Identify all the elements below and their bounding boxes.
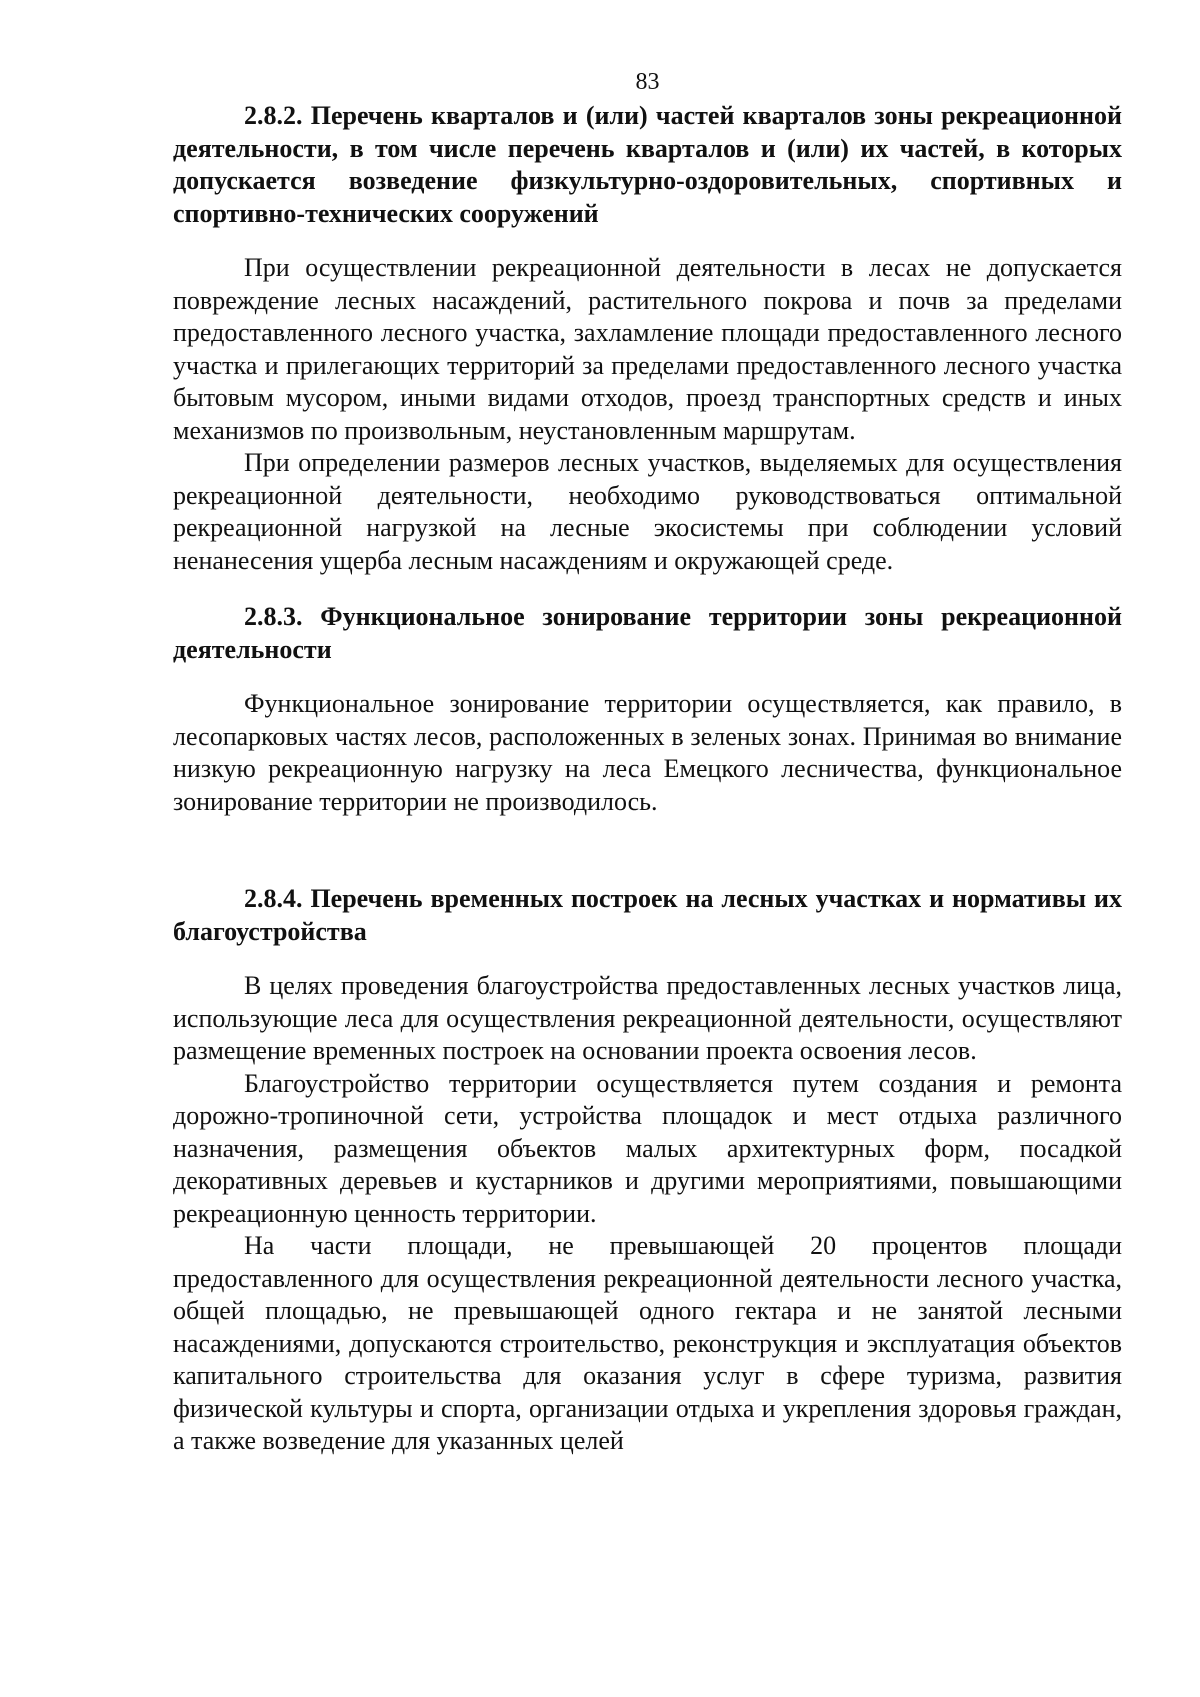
paragraph: Благоустройство территории осуществляется путем создания и ремонта дорожно-тропиночной сети, устройства площадок и мест отдыха различного назначения, размещения объектов малых архитектурных форм, посадкой декоративных деревьев и кустарников и другими мероприятиями, повышающими рекреационную ценность территории. [173, 1068, 1122, 1228]
section-heading-2-8-4: 2.8.4. Перечень временных построек на лесных участках и нормативы их благоустройства [173, 884, 1122, 946]
document-page [173, 68, 1122, 1458]
section-heading-2-8-3: 2.8.3. Функциональное зонирование территории зоны рекреационной деятельности [173, 602, 1122, 664]
section-heading-2-8-2: 2.8.2. Перечень кварталов и (или) частей кварталов зоны рекреационной деятельности, в том числе перечень кварталов и (или) их частей, в которых допускается возведение физкультурно-оздоровительных, спортивных и спортивно-технических сооружений [173, 101, 1122, 228]
page-number: 83 [635, 69, 660, 95]
paragraph: Функциональное зонирование территории осуществляется, как правило, в лесопарковых частях лесов, расположенных в зеленых зонах. Принимая во внимание низкую рекреационную нагрузку на леса Емецкого лесничества, функциональное зонирование территории не производилось. [173, 689, 1122, 816]
paragraph: В целях проведения благоустройства предоставленных лесных участков лица, использующие леса для осуществления рекреационной деятельности, осуществляют размещение временных построек на основании проекта освоения лесов. [173, 971, 1122, 1065]
paragraph: При осуществлении рекреационной деятельности в лесах не допускается повреждение лесных насаждений, растительного покрова и почв за пределами предоставленного лесного участка, захламление площади предоставленного лесного участка и прилегающих территорий за пределами предоставленного лесного участка бытовым мусором, иными видами отходов, проезд транспортных средств и иных механизмов по произвольным, неустановленным маршрутам. [173, 253, 1122, 445]
paragraph: На части площади, не превышающей 20 процентов площади предоставленного для осуществления рекреационной деятельности лесного участка, общей площадью, не превышающей одного гектара и не занятой лесными насаждениями, допускаются строительство, реконструкция и эксплуатация объектов капитального строительства для оказания услуг в сфере туризма, развития физической культуры и спорта, организации отдыха и укрепления здоровья граждан, а также возведение для указанных целей [173, 1231, 1122, 1455]
paragraph: При определении размеров лесных участков, выделяемых для осуществления рекреационной деятельности, необходимо руководствоваться оптимальной рекреационной нагрузкой на лесные экосистемы при соблюдении условий ненанесения ущерба лесным насаждениям и окружающей среде. [173, 448, 1122, 575]
